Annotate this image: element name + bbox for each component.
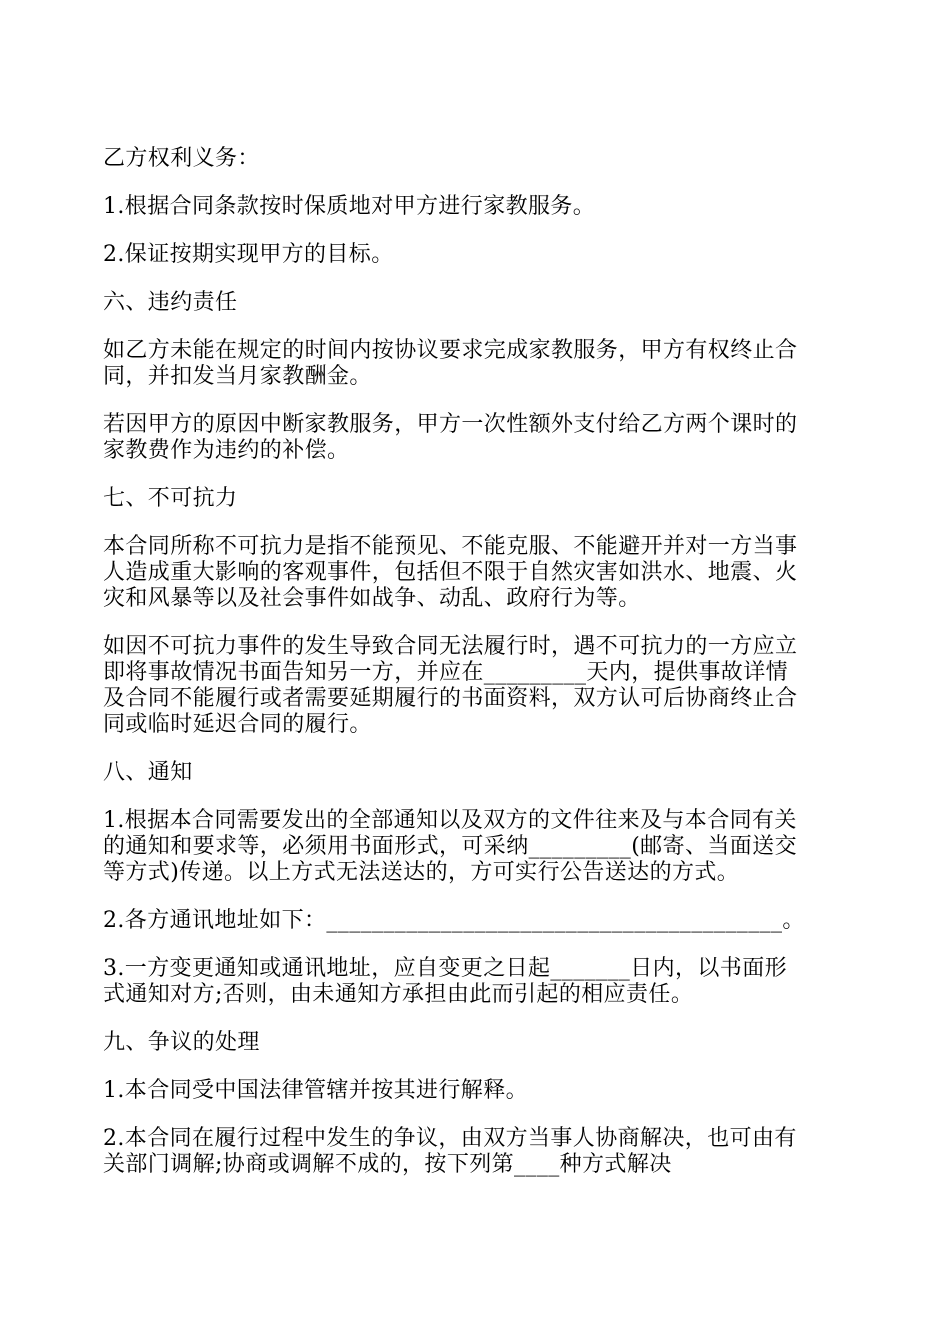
text-line: 即将事故情况书面告知另一方，并应在_________天内，提供事故详情 — [103, 660, 789, 685]
section-heading-notice — [103, 760, 855, 786]
text-line: 人造成重大影响的客观事件，包括但不限于自然灾害如洪水、地震、火 — [103, 560, 798, 585]
section-heading-force-majeure — [103, 486, 855, 512]
text-line: 同，并扣发当月家教酬金。 — [103, 364, 372, 389]
paragraph-breach-2 — [103, 412, 855, 464]
section-heading-breach — [103, 290, 855, 316]
text-line: 九、争议的处理 — [103, 1030, 260, 1055]
paragraph-force-majeure-1 — [103, 534, 855, 612]
text-line: 的通知和要求等，必须用书面形式，可采纳_________(邮寄、当面送交 — [103, 834, 797, 859]
text-line: 同或临时延迟合同的履行。 — [103, 712, 372, 737]
text-line: 如因不可抗力事件的发生导致合同无法履行时，遇不可抗力的一方应立 — [103, 634, 798, 659]
text-line: 2.保证按期实现甲方的目标。 — [103, 242, 394, 267]
text-line: 灾和风暴等以及社会事件如战争、动乱、政府行为等。 — [103, 586, 641, 611]
text-line: 七、不可抗力 — [103, 486, 238, 511]
text-line: 如乙方未能在规定的时间内按协议要求完成家教服务，甲方有权终止合 — [103, 338, 798, 363]
paragraph-b-item-2 — [103, 242, 855, 268]
paragraph-breach-1 — [103, 338, 855, 390]
text-line: 2.各方通讯地址如下：________________________________________。 — [103, 908, 805, 933]
text-line: 八、通知 — [103, 760, 193, 785]
paragraph-notice-2 — [103, 908, 855, 934]
text-line: 2.本合同在履行过程中发生的争议，由双方当事人协商解决，也可由有 — [103, 1126, 797, 1151]
text-line: 家教费作为违约的补偿。 — [103, 438, 350, 463]
text-line: 及合同不能履行或者需要延期履行的书面资料，双方认可后协商终止合 — [103, 686, 798, 711]
paragraph-force-majeure-2 — [103, 634, 855, 738]
text-line: 乙方权利义务： — [103, 146, 260, 171]
text-line: 六、违约责任 — [103, 290, 238, 315]
text-line: 式通知对方;否则，由未通知方承担由此而引起的相应责任。 — [103, 982, 694, 1007]
text-line: 本合同所称不可抗力是指不能预见、不能克服、不能避开并对一方当事 — [103, 534, 798, 559]
section-heading-dispute — [103, 1030, 855, 1056]
text-line: 1.根据本合同需要发出的全部通知以及双方的文件往来及与本合同有关 — [103, 808, 797, 833]
paragraph-dispute-1 — [103, 1078, 855, 1104]
text-line: 3.一方变更通知或通讯地址，应自变更之日起_______日内，以书面形 — [103, 956, 787, 981]
paragraph-notice-3 — [103, 956, 855, 1008]
text-line: 1.根据合同条款按时保质地对甲方进行家教服务。 — [103, 194, 596, 219]
paragraph-dispute-2 — [103, 1126, 855, 1178]
paragraph-b-item-1 — [103, 194, 855, 220]
paragraph-notice-1 — [103, 808, 855, 886]
text-line: 若因甲方的原因中断家教服务，甲方一次性额外支付给乙方两个课时的 — [103, 412, 798, 437]
text-line: 1.本合同受中国法律管辖并按其进行解释。 — [103, 1078, 528, 1103]
paragraph-party-b-rights — [103, 146, 855, 172]
document-page — [103, 146, 855, 1200]
text-line: 等方式)传递。以上方式无法送达的，方可实行公告送达的方式。 — [103, 860, 740, 885]
text-line: 关部门调解;协商或调解不成的，按下列第____种方式解决 — [103, 1152, 672, 1177]
